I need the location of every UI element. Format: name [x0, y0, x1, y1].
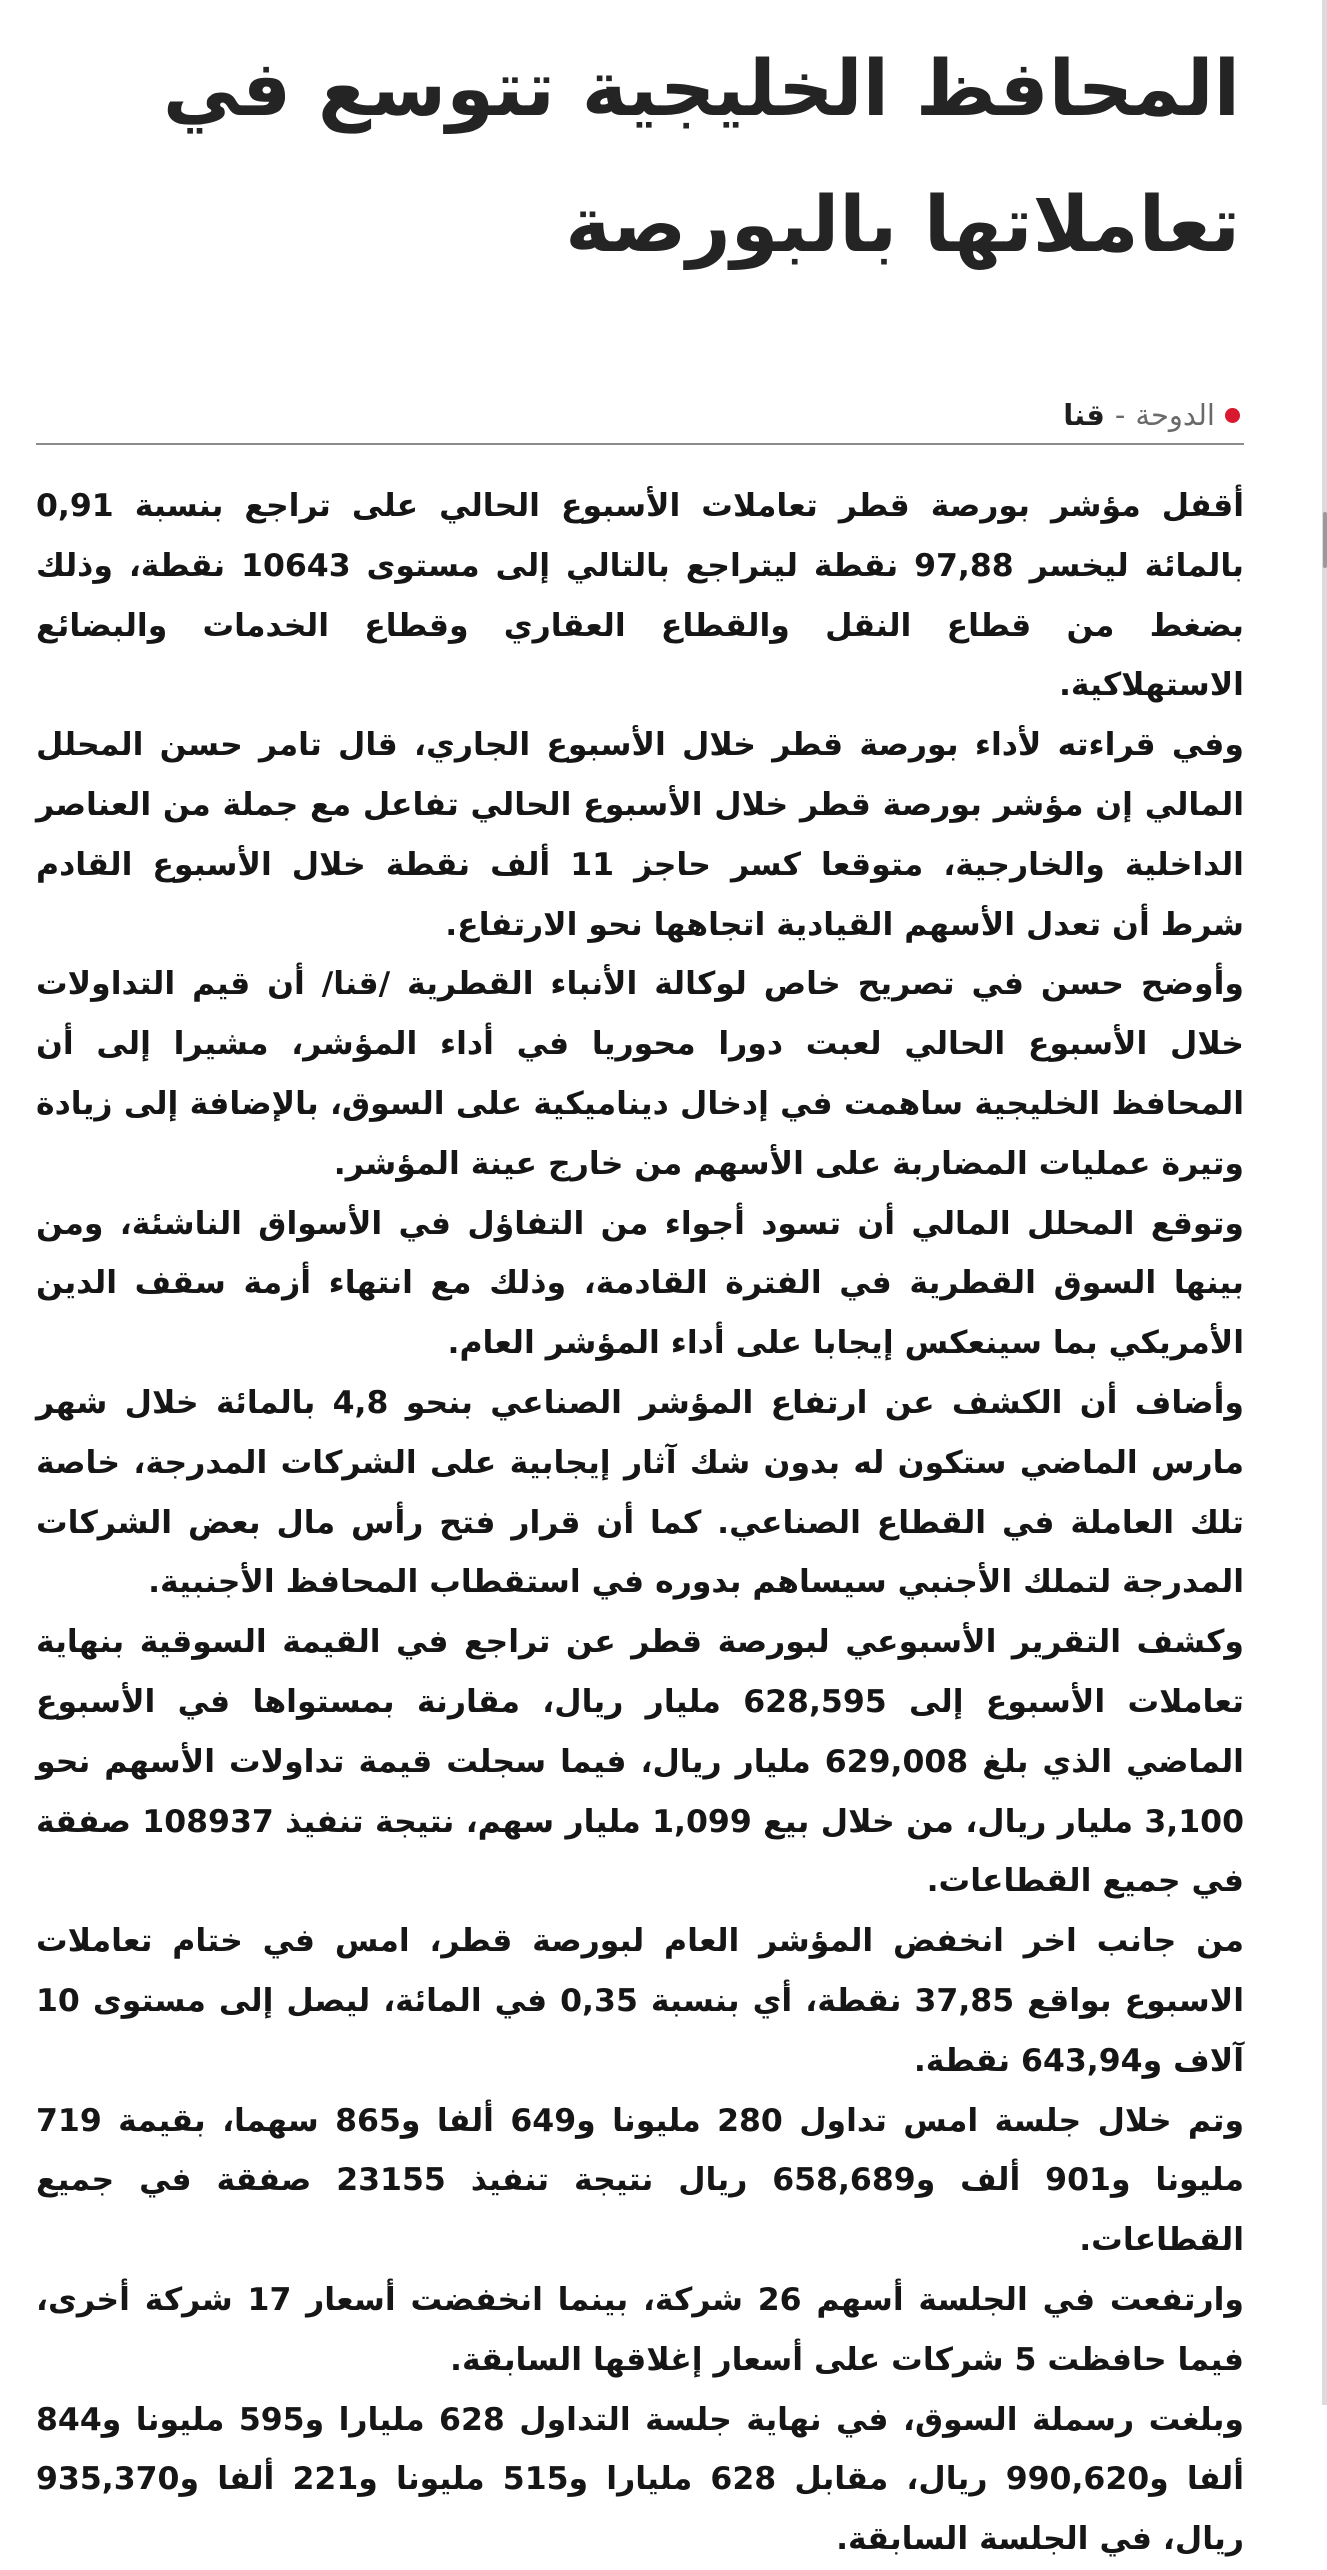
paragraph: وأضاف أن الكشف عن ارتفاع المؤشر الصناعي بنحو 4,8 بالمائة خلال شهر مارس الماضي ستكون له بدون شك آثار إيجابية على الشركات المدرجة، خاصة تلك العاملة في القطاع الصناعي. كما أن قرار فتح رأس مال بعض الشركات المدرجة لتملك الأجنبي سيساهم بدوره في استقطاب المحافظ الأجنبية.: [36, 1384, 1244, 1601]
paragraph: أقفل مؤشر بورصة قطر تعاملات الأسبوع الحالي على تراجع بنسبة 0,91 بالمائة ليخسر 97,88 نقطة ليتراجع بالتالي إلى مستوى 10643 نقطة، وذلك بضغط من قطاع النقل والقطاع العقاري وقطاع الخدمات والبضائع الاستهلاكية.: [36, 488, 1244, 704]
article: [36, 0, 1244, 2570]
paragraph: وأوضح حسن في تصريح خاص لوكالة الأنباء القطرية /قنا/ أن قيم التداولات خلال الأسبوع الحالي لعبت دورا محوريا في أداء المؤشر، مشيرا إلى أن المحافظ الخليجية ساهمت في إدخال ديناميكية على السوق، بالإضافة إلى زيادة وتيرة عمليات المضاربة على الأسهم من خارج عينة المؤشر.: [36, 966, 1244, 1182]
paragraph: وتم خلال جلسة امس تداول 280 مليونا و649 ألفا و865 سهما، بقيمة 719 مليونا و901 ألف و658,689 ريال نتيجة تنفيذ 23155 صفقة في جميع القطاعات.: [36, 2102, 1245, 2259]
paragraph: وكشف التقرير الأسبوعي لبورصة قطر عن تراجع في القيمة السوقية بنهاية تعاملات الأسبوع إلى 628,595 مليار ريال، مقارنة بمستواها في الأسبوع الماضي الذي بلغ 629,008 مليار ريال، فيما سجلت قيمة تداولات الأسهم نحو 3,100 مليار ريال، من خلال بيع 1,099 مليار سهم، نتيجة تنفيذ 108937 صفقة في جميع القطاعات.: [36, 1624, 1245, 1900]
article-headline: المحافظ الخليجية تتوسع في تعاملاتها بالبورصة: [162, 45, 1240, 270]
dateline-agency: قنا: [1063, 398, 1105, 432]
paragraph: من جانب اخر انخفض المؤشر العام لبورصة قطر، امس في ختام تعاملات الاسبوع بواقع 37,85 نقطة، أي بنسبة 0,35 في المائة، ليصل إلى مستوى 10 آلاف و643,94 نقطة.: [36, 1923, 1244, 2079]
paragraph: وارتفعت في الجلسة أسهم 26 شركة، بينما انخفضت أسعار 17 شركة أخرى، فيما حافظت 5 شركات على أسعار إغلاقها السابقة.: [36, 2281, 1244, 2378]
scrollbar-thumb[interactable]: [1323, 512, 1327, 568]
divider-line: [36, 443, 1244, 445]
article-body: [36, 477, 1244, 2570]
red-dot-icon: [1225, 408, 1240, 423]
paragraph: وبلغت رسملة السوق، في نهاية جلسة التداول 628 مليارا و595 مليونا و844 ألفا و990,620 ريال، مقابل 628 مليارا و515 مليونا و221 ألفا و935,370 ريال، في الجلسة السابقة.: [36, 2401, 1245, 2558]
dateline: [36, 391, 1244, 439]
dateline-separator: -: [1114, 398, 1126, 432]
scrollbar-track[interactable]: [1322, 0, 1327, 2405]
paragraph: وفي قراءته لأداء بورصة قطر خلال الأسبوع الجاري، قال تامر حسن المحلل المالي إن مؤشر بورصة قطر خلال الأسبوع الحالي تفاعل مع جملة من العناصر الداخلية والخارجية، متوقعا كسر حاجز 11 ألف نقطة خلال الأسبوع القادم شرط أن تعدل الأسهم القيادية اتجاهها نحو الارتفاع.: [36, 727, 1244, 943]
dateline-city: الدوحة: [1135, 398, 1215, 432]
paragraph: وتوقع المحلل المالي أن تسود أجواء من التفاؤل في الأسواق الناشئة، ومن بينها السوق القطرية في الفترة القادمة، وذلك مع انتهاء أزمة سقف الدين الأمريكي بما سينعكس إيجابا على أداء المؤشر العام.: [36, 1205, 1244, 1362]
